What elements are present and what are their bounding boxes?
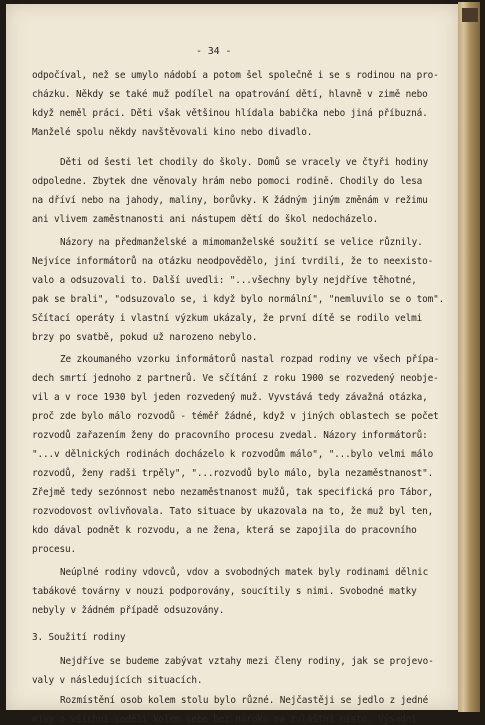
text-line: rozvodů, ženy radši trpěly", "...rozvodů bylo málo, byla nezaměstnanost". [32, 468, 434, 479]
text-line: brzy po svatbě, pokud už narozeno nebylo. [32, 332, 258, 343]
text-line: odpočíval, než se umylo nádobí a potom šel společně i se s rodinou na pro- [32, 70, 439, 81]
text-line: odpoledne. Zbytek dne věnovaly hrám nebo pomoci rodině. Chodily do lesa [32, 176, 423, 187]
text-line: Manželé spolu někdy navštěvovali kino nebo divadlo. [32, 127, 313, 138]
text-line: cházku. Někdy se také muž podílel na opatrování dětí, hlavně v zimě nebo [32, 89, 428, 100]
page-number: - 34 - [196, 46, 232, 57]
text-line: proč zde bylo málo rozvodů - téměř žádné, když v jiných oblastech se počet [32, 411, 439, 422]
text-line: Ze zkoumaného vzorku informátorů nastal rozpad rodiny ve všech přípa- [60, 354, 440, 365]
text-line: kdo dával podnět k rozvodu, a ne žena, která se zapojila do pracovního [32, 525, 417, 536]
text-line: procesu. [32, 544, 76, 555]
text-line: rozvodovost ovlivňovala. Tato situace by ukazovala na to, že muž byl ten, [32, 506, 434, 517]
text-line: nebyly v žádném případě odsuzovány. [32, 605, 225, 616]
book-page-edges [458, 2, 480, 712]
text-line: Neúplné rodiny vdovců, vdov a svobodných matek byly rodinami dělnic [60, 567, 429, 578]
text-line: na dříví nebo na jahody, maliny, borůvky. K žádným jiným změnám v režimu [32, 195, 428, 206]
text-line: Zřejmě tedy sezónnost nebo nezaměstnanost mužů, tak specifická pro Tábor, [32, 487, 434, 498]
text-line: tabákové továrny v nouzi podporovány, soucítily s nimi. Svobodné matky [32, 586, 417, 597]
text-line: Děti od šesti let chodily do školy. Domů se vracely ve čtyři hodiny [60, 157, 429, 168]
page-tab-marker [462, 8, 478, 22]
text-line: ani vlivem zaměstnanosti ani nástupem dětí do škol nedocházelo. [32, 214, 379, 225]
section-heading: 3. Soužití rodiny [32, 632, 126, 643]
text-line: Nejdříve se budeme zabývat vztahy mezi členy rodiny, jak se projevo- [60, 656, 434, 667]
text-line: "...v dělnických rodinách docházelo k rozvodům málo", "...bylo velmi málo [32, 449, 434, 460]
text-line: Sčítací operáty i vlastní výzkum ukázaly, že první dítě se rodilo velmi [32, 313, 423, 324]
text-line: Nejvíce informátorů na otázku neodpovědělo, jiní tvrdili, že to neexisto- [32, 256, 434, 267]
text-line: Rozmístění osob kolem stolu bylo různé. Nejčastěji se jedlo z jedné [60, 695, 429, 706]
text-line: Názory na předmanželské a mimomanželské soužití se velice různily. [60, 237, 423, 248]
text-line: rozvodů zařazením ženy do pracovního procesu zvedal. Názory informátorů: [32, 430, 428, 441]
text-line: mísy a všichni seděli kolem sebe bez nároku na zvláštní místo. Výsadní [32, 714, 417, 725]
text-line: valo a odsuzovali to. Další uvedli: "...všechny byly nejdříve těhotné, [32, 275, 417, 286]
text-line: valy v následujících situacích. [32, 675, 203, 686]
text-line: dech smrtí jednoho z partnerů. Ve sčítání z roku 1900 se rozvedený neobje- [32, 373, 439, 384]
text-line: vil a v roce 1930 byl jeden rozvedený muž. Vyvstává tedy závažná otázka, [32, 392, 428, 403]
text-line: když neměl práci. Děti však většinou hlídala babička nebo jiná příbuzná. [32, 108, 428, 119]
text-line: pak se brali", "odsuzovalo se, i když bylo normální", "nemluvilo se o tom". [32, 294, 445, 305]
